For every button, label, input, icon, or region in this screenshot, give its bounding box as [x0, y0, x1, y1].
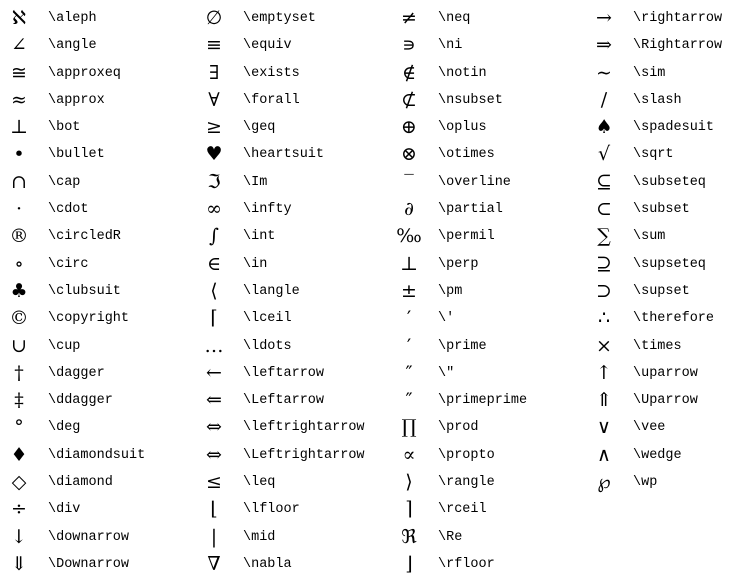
symbol-row [201, 87, 381, 114]
symbol-glyph: ⊥ [400, 252, 418, 275]
symbol-row [396, 333, 576, 360]
symbol-command: \forall [243, 92, 300, 108]
symbol-command: \subset [633, 202, 690, 218]
symbol-row [396, 551, 576, 578]
symbol-row [201, 169, 381, 196]
symbol-command: \Leftarrow [243, 393, 325, 409]
symbol-glyph: ⇔ [206, 443, 222, 466]
symbol-glyph: ∂ [404, 198, 414, 221]
symbol-command: \sum [633, 229, 666, 245]
symbol-glyph: ⊗ [401, 143, 417, 166]
symbol-command: \equiv [243, 38, 292, 54]
symbol-glyph: … [204, 334, 224, 357]
symbol-row [396, 524, 576, 551]
symbol-glyph: ∇ [207, 552, 221, 575]
symbol-glyph: ⟩ [405, 471, 413, 494]
symbol-row [201, 496, 381, 523]
symbol-command: \Leftrightarrow [243, 447, 365, 463]
symbol-command: \otimes [438, 147, 495, 163]
symbol-row [201, 196, 381, 223]
symbol-glyph: ∑ [597, 225, 611, 248]
symbol-command: \downarrow [48, 529, 130, 545]
symbol-row [6, 305, 186, 332]
symbol-command: \ni [438, 38, 463, 54]
symbol-glyph: ⇐ [206, 389, 222, 412]
symbol-glyph: ÷ [11, 498, 27, 521]
symbol-command: \oplus [438, 120, 487, 136]
symbol-row [201, 333, 381, 360]
symbol-glyph: ≥ [206, 116, 222, 139]
symbol-glyph: ∝ [402, 443, 416, 466]
symbol-row [6, 469, 186, 496]
symbol-glyph: ‡ [14, 389, 24, 412]
symbol-row [396, 60, 576, 87]
symbol-row [201, 278, 381, 305]
symbol-command: \sqrt [633, 147, 674, 163]
symbol-glyph: ∘ [14, 252, 24, 275]
symbol-glyph: ∈ [206, 252, 222, 275]
symbol-glyph: ℘ [597, 471, 611, 494]
symbol-command: \mid [243, 529, 276, 545]
symbol-row [591, 387, 736, 414]
symbol-row [6, 114, 186, 141]
symbol-glyph: ° [14, 416, 24, 439]
symbol-row [591, 169, 736, 196]
symbol-glyph: ± [401, 279, 417, 302]
symbol-glyph: ⊃ [596, 279, 612, 302]
symbol-command: \approx [48, 92, 105, 108]
symbol-glyph: ℜ [401, 525, 417, 548]
symbol-row [6, 196, 186, 223]
symbol-command: \exists [243, 65, 300, 81]
symbol-command: \propto [438, 447, 495, 463]
symbol-glyph: ‰ [396, 225, 422, 248]
symbol-glyph: ◇ [11, 471, 27, 494]
symbol-command: \times [633, 338, 682, 354]
symbol-row [396, 5, 576, 32]
symbol-command: \vee [633, 420, 666, 436]
symbol-command: \clubsuit [48, 283, 121, 299]
symbol-command: \rfloor [438, 556, 495, 572]
symbol-glyph: ≤ [206, 471, 222, 494]
symbol-row [591, 114, 736, 141]
symbol-row [201, 414, 381, 441]
symbol-column-1 [6, 5, 186, 578]
symbol-glyph: | [210, 525, 218, 548]
symbol-command: \dagger [48, 365, 105, 381]
symbol-glyph: ⟨ [210, 279, 218, 302]
symbol-glyph: ♠ [595, 116, 613, 139]
symbol-row [6, 251, 186, 278]
symbol-glyph: ∞ [206, 198, 222, 221]
symbol-row [6, 87, 186, 114]
symbol-row [591, 278, 736, 305]
symbol-command: \therefore [633, 311, 715, 327]
symbol-row [6, 524, 186, 551]
symbol-row [201, 60, 381, 87]
symbol-glyph: ⊄ [401, 88, 417, 111]
symbol-row [591, 442, 736, 469]
symbol-glyph: † [14, 361, 24, 384]
symbol-command: \in [243, 256, 268, 272]
symbol-glyph: ⇒ [596, 34, 612, 57]
symbol-row [591, 469, 736, 496]
symbol-row [201, 551, 381, 578]
symbol-row [6, 442, 186, 469]
symbol-glyph: ∨ [597, 416, 611, 439]
symbol-command: \diamond [48, 475, 113, 491]
symbol-command: \partial [438, 202, 503, 218]
symbol-row [201, 305, 381, 332]
symbol-row [6, 414, 186, 441]
symbol-command: \copyright [48, 311, 130, 327]
symbol-row [591, 360, 736, 387]
symbol-command: \circledR [48, 229, 121, 245]
symbol-command: \infty [243, 202, 292, 218]
symbol-command: \heartsuit [243, 147, 325, 163]
symbol-glyph: ≅ [11, 61, 27, 84]
symbol-row [201, 223, 381, 250]
symbol-glyph: ∪ [11, 334, 27, 357]
symbol-command: \rceil [438, 502, 487, 518]
symbol-command: \approxeq [48, 65, 121, 81]
symbol-command: \notin [438, 65, 487, 81]
symbol-row [6, 496, 186, 523]
symbol-glyph: © [9, 307, 29, 330]
symbol-row [201, 5, 381, 32]
symbol-command: \ldots [243, 338, 292, 354]
symbol-column-2 [201, 5, 381, 578]
symbol-command: \bullet [48, 147, 105, 163]
symbol-row [396, 196, 576, 223]
symbol-glyph: √ [597, 143, 611, 166]
symbol-glyph: ≠ [401, 7, 417, 29]
symbol-command: \bot [48, 120, 81, 136]
symbol-row [6, 169, 186, 196]
symbol-row [6, 387, 186, 414]
symbol-row [396, 414, 576, 441]
symbol-row [6, 32, 186, 59]
symbol-row [396, 305, 576, 332]
symbol-row [591, 251, 736, 278]
symbol-row [201, 114, 381, 141]
symbol-row [201, 524, 381, 551]
symbol-row [591, 414, 736, 441]
symbol-row [201, 469, 381, 496]
symbol-row [201, 387, 381, 414]
symbol-row [396, 223, 576, 250]
symbol-row [396, 169, 576, 196]
symbol-glyph: → [596, 7, 612, 29]
symbol-glyph: ← [206, 361, 222, 384]
symbol-glyph: ⊥ [10, 116, 28, 139]
symbol-glyph: · [15, 198, 23, 221]
symbol-glyph: ♥ [205, 143, 223, 166]
symbol-row [591, 141, 736, 168]
symbol-row [396, 141, 576, 168]
symbol-row [396, 114, 576, 141]
symbol-command: \div [48, 502, 81, 518]
symbol-row [591, 223, 736, 250]
symbol-glyph: ∀ [208, 88, 220, 111]
symbol-glyph: ∠ [11, 34, 27, 57]
symbol-glyph: • [13, 143, 25, 166]
symbol-command: \" [438, 365, 455, 381]
symbol-command: \wedge [633, 447, 682, 463]
symbol-command: \uparrow [633, 365, 698, 381]
symbol-glyph: ≡ [206, 34, 222, 57]
symbol-command: \cdot [48, 202, 89, 218]
symbol-glyph: ∴ [597, 307, 611, 330]
symbol-command: \diamondsuit [48, 447, 146, 463]
symbol-command: \spadesuit [633, 120, 715, 136]
symbol-glyph: ♦ [10, 443, 28, 466]
symbol-glyph: ⌊ [210, 498, 218, 521]
symbol-command: \prime [438, 338, 487, 354]
symbol-row [6, 333, 186, 360]
symbol-row [6, 360, 186, 387]
symbol-command: \neq [438, 11, 471, 26]
symbol-glyph: ∃ [208, 61, 220, 84]
symbol-row [201, 442, 381, 469]
symbol-command: \rangle [438, 475, 495, 491]
symbol-glyph: ⇓ [11, 552, 27, 575]
symbol-command: \slash [633, 92, 682, 108]
symbol-row [6, 60, 186, 87]
symbol-glyph: ∍ [402, 34, 416, 57]
symbol-command: \Downarrow [48, 556, 130, 572]
symbol-row [201, 141, 381, 168]
symbol-command: \' [438, 311, 455, 327]
symbol-row [591, 333, 736, 360]
symbol-row [396, 278, 576, 305]
symbol-row [396, 387, 576, 414]
symbol-glyph: ↓ [11, 525, 27, 548]
symbol-row [201, 251, 381, 278]
symbol-command: \lfloor [243, 502, 300, 518]
symbol-glyph: ∫ [209, 225, 219, 248]
symbol-glyph: ′ [406, 307, 412, 330]
symbol-command: \supseteq [633, 256, 706, 272]
symbol-glyph: ⊆ [596, 170, 612, 193]
symbol-row [6, 141, 186, 168]
symbol-glyph: ⊕ [401, 116, 417, 139]
symbol-glyph: × [596, 334, 612, 357]
symbol-glyph: ∕ [600, 88, 608, 111]
symbol-command: \lceil [243, 311, 292, 327]
symbol-glyph: ℑ [207, 170, 221, 193]
symbol-command: \ddagger [48, 393, 113, 409]
symbol-row [396, 251, 576, 278]
symbol-command: \circ [48, 256, 89, 272]
symbol-glyph: ⇑ [596, 389, 612, 412]
symbol-row [6, 5, 186, 32]
symbol-command: \perp [438, 256, 479, 272]
symbol-command: \Rightarrow [633, 38, 723, 54]
symbol-glyph: ℵ [11, 7, 27, 29]
symbol-glyph: ∅ [205, 7, 223, 29]
symbol-command: \Im [243, 174, 268, 190]
symbol-row [6, 278, 186, 305]
symbol-glyph: ⇔ [206, 416, 222, 439]
symbol-command: \cup [48, 338, 81, 354]
symbol-row [591, 305, 736, 332]
symbol-command: \cap [48, 174, 81, 190]
symbol-command: \angle [48, 38, 97, 54]
symbol-command: \int [243, 229, 276, 245]
symbol-glyph: ≈ [11, 88, 27, 111]
symbol-command: \sim [633, 65, 666, 81]
symbol-glyph: ⌋ [405, 552, 413, 575]
symbol-glyph: ∉ [401, 61, 417, 84]
symbol-command: \emptyset [243, 11, 316, 26]
symbol-glyph: ⊂ [596, 198, 612, 221]
symbol-column-4 [591, 5, 736, 496]
symbol-command: \geq [243, 120, 276, 136]
symbol-row [6, 551, 186, 578]
symbol-glyph: ″ [405, 389, 413, 412]
symbol-row [396, 87, 576, 114]
symbol-glyph: ⌉ [405, 498, 413, 521]
symbol-command: \rightarrow [633, 11, 723, 26]
symbol-glyph: ∼ [596, 61, 612, 84]
symbol-glyph: ′ [406, 334, 412, 357]
symbol-command: \wp [633, 475, 658, 491]
symbol-command: \subseteq [633, 174, 706, 190]
symbol-row [396, 360, 576, 387]
symbol-glyph: ∧ [597, 443, 611, 466]
symbol-command: \primeprime [438, 393, 528, 409]
symbol-row [396, 442, 576, 469]
symbol-row [591, 87, 736, 114]
symbol-glyph: ‾ [404, 170, 414, 193]
symbol-command: \leftarrow [243, 365, 325, 381]
symbol-glyph: ♣ [10, 279, 28, 302]
symbol-row [591, 32, 736, 59]
symbol-glyph: ″ [405, 361, 413, 384]
symbol-glyph: ® [9, 225, 29, 248]
symbol-row [201, 32, 381, 59]
symbol-glyph: ∏ [401, 416, 417, 439]
symbol-command: \nabla [243, 556, 292, 572]
symbol-glyph: ⌈ [210, 307, 218, 330]
symbol-glyph: ↑ [596, 361, 612, 384]
symbol-command: \nsubset [438, 92, 503, 108]
symbol-row [201, 360, 381, 387]
symbol-command: \deg [48, 420, 81, 436]
symbol-column-3 [396, 5, 576, 578]
symbol-command: \prod [438, 420, 479, 436]
symbol-row [591, 5, 736, 32]
symbol-row [591, 60, 736, 87]
symbol-command: \leq [243, 475, 276, 491]
symbol-command: \pm [438, 283, 463, 299]
symbol-row [396, 32, 576, 59]
symbol-row [396, 469, 576, 496]
symbol-command: \permil [438, 229, 495, 245]
symbol-row [591, 196, 736, 223]
symbol-command: \langle [243, 283, 300, 299]
symbol-glyph: ⊇ [596, 252, 612, 275]
symbol-row [6, 223, 186, 250]
symbol-command: \overline [438, 174, 511, 190]
symbol-row [396, 496, 576, 523]
symbol-command: \supset [633, 283, 690, 299]
symbol-command: \Re [438, 529, 463, 545]
symbol-command: \Uparrow [633, 393, 698, 409]
symbol-glyph: ∩ [11, 170, 27, 193]
symbol-command: \leftrightarrow [243, 420, 365, 436]
symbol-command: \aleph [48, 11, 97, 26]
